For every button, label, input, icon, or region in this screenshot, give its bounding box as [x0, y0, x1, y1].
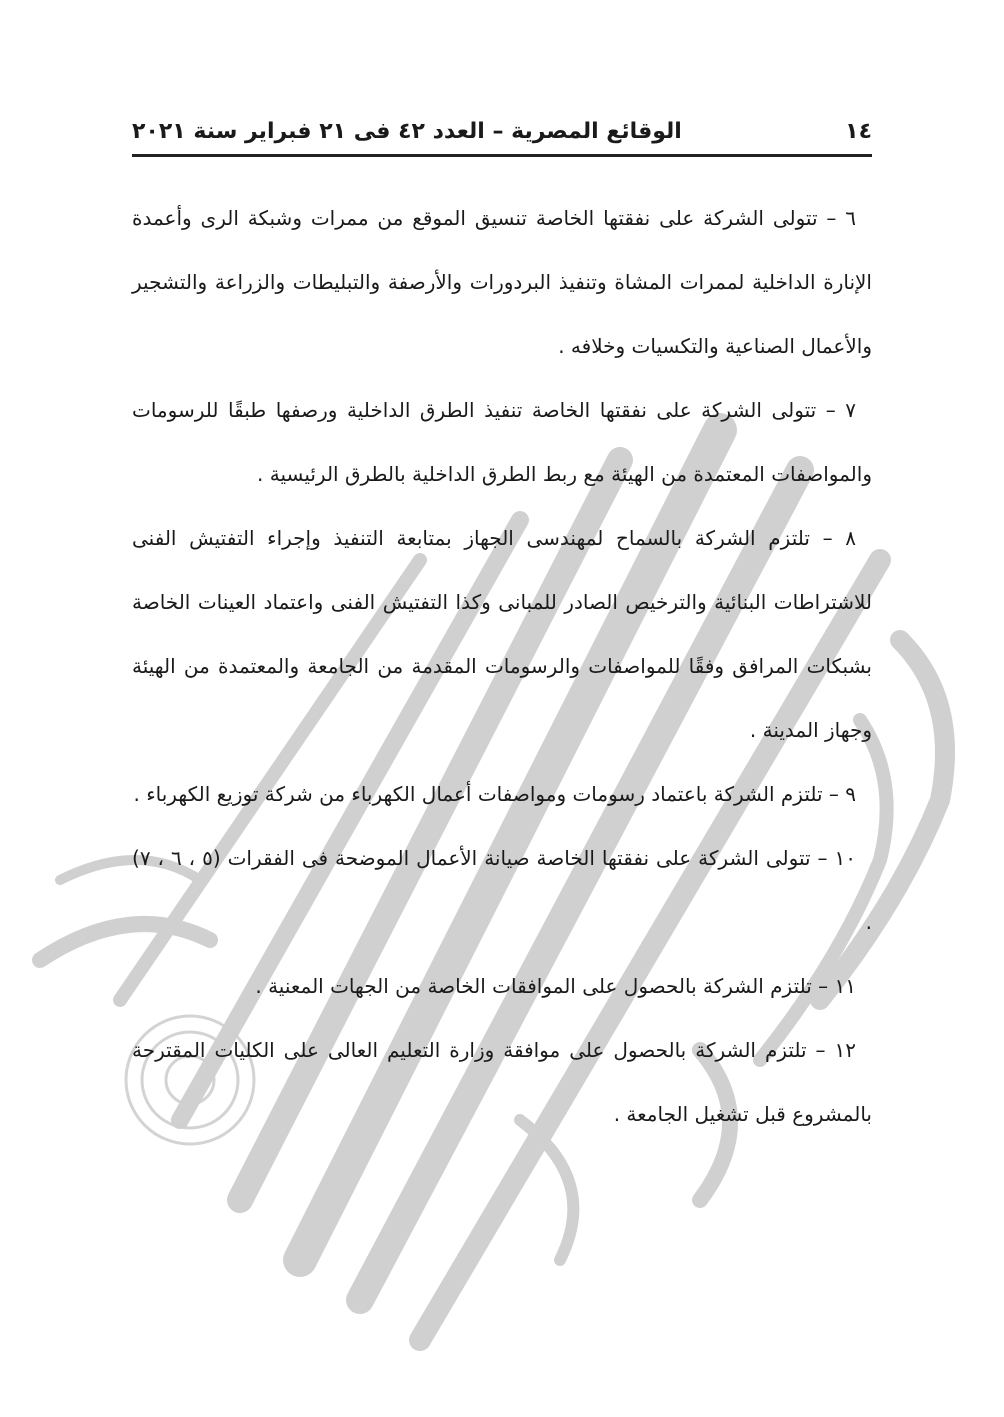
clause-7: ٧ – تتولى الشركة على نفقتها الخاصة تنفيذ الطرق الداخلية ورصفها طبقًا للرسومات والمواصفات المعتمدة من الهيئة مع ربط الطرق الداخلية بالطرق الرئيسية . — [132, 398, 872, 486]
clause-8: ٨ – تلتزم الشركة بالسماح لمهندسى الجهاز بمتابعة التنفيذ وإجراء التفتيش الفنى للاشتراطات البنائية والترخيص الصادر للمبانى وكذا التفتيش الفنى واعتماد العينات الخاصة بشبكات المرافق وفقًا للمواصفات والرسومات المقدمة من الجامعة والمعتمدة من الهيئة وجهاز المدينة . — [132, 526, 872, 742]
clause-10: ١٠ – تتولى الشركة على نفقتها الخاصة صيانة الأعمال الموضحة فى الفقرات (٥ ، ٦ ، ٧) . — [132, 846, 872, 934]
clause-12: ١٢ – تلتزم الشركة بالحصول على موافقة وزارة التعليم العالى على الكليات المقترحة بالمشروع قبل تشغيل الجامعة . — [132, 1038, 872, 1126]
page-header — [132, 110, 872, 152]
gazette-title: الوقائع المصرية – العدد ٤٢ فى ٢١ فبراير سنة ٢٠٢١ — [132, 118, 682, 144]
clause-11: ١١ – تلتزم الشركة بالحصول على الموافقات الخاصة من الجهات المعنية . — [255, 974, 856, 998]
document-body — [132, 186, 872, 1146]
clause-6: ٦ – تتولى الشركة على نفقتها الخاصة تنسيق الموقع من ممرات وشبكة الرى وأعمدة الإنارة الداخلية لممرات المشاة وتنفيذ البردورات والأرصفة والتبليطات والزراعة والتشجير والأعمال الصناعية والتكسيات وخلافه . — [132, 206, 872, 358]
header-rule — [132, 154, 872, 157]
page-number: ١٤ — [845, 118, 872, 144]
clause-9: ٩ – تلتزم الشركة باعتماد رسومات ومواصفات أعمال الكهرباء من شركة توزيع الكهرباء . — [133, 782, 856, 806]
